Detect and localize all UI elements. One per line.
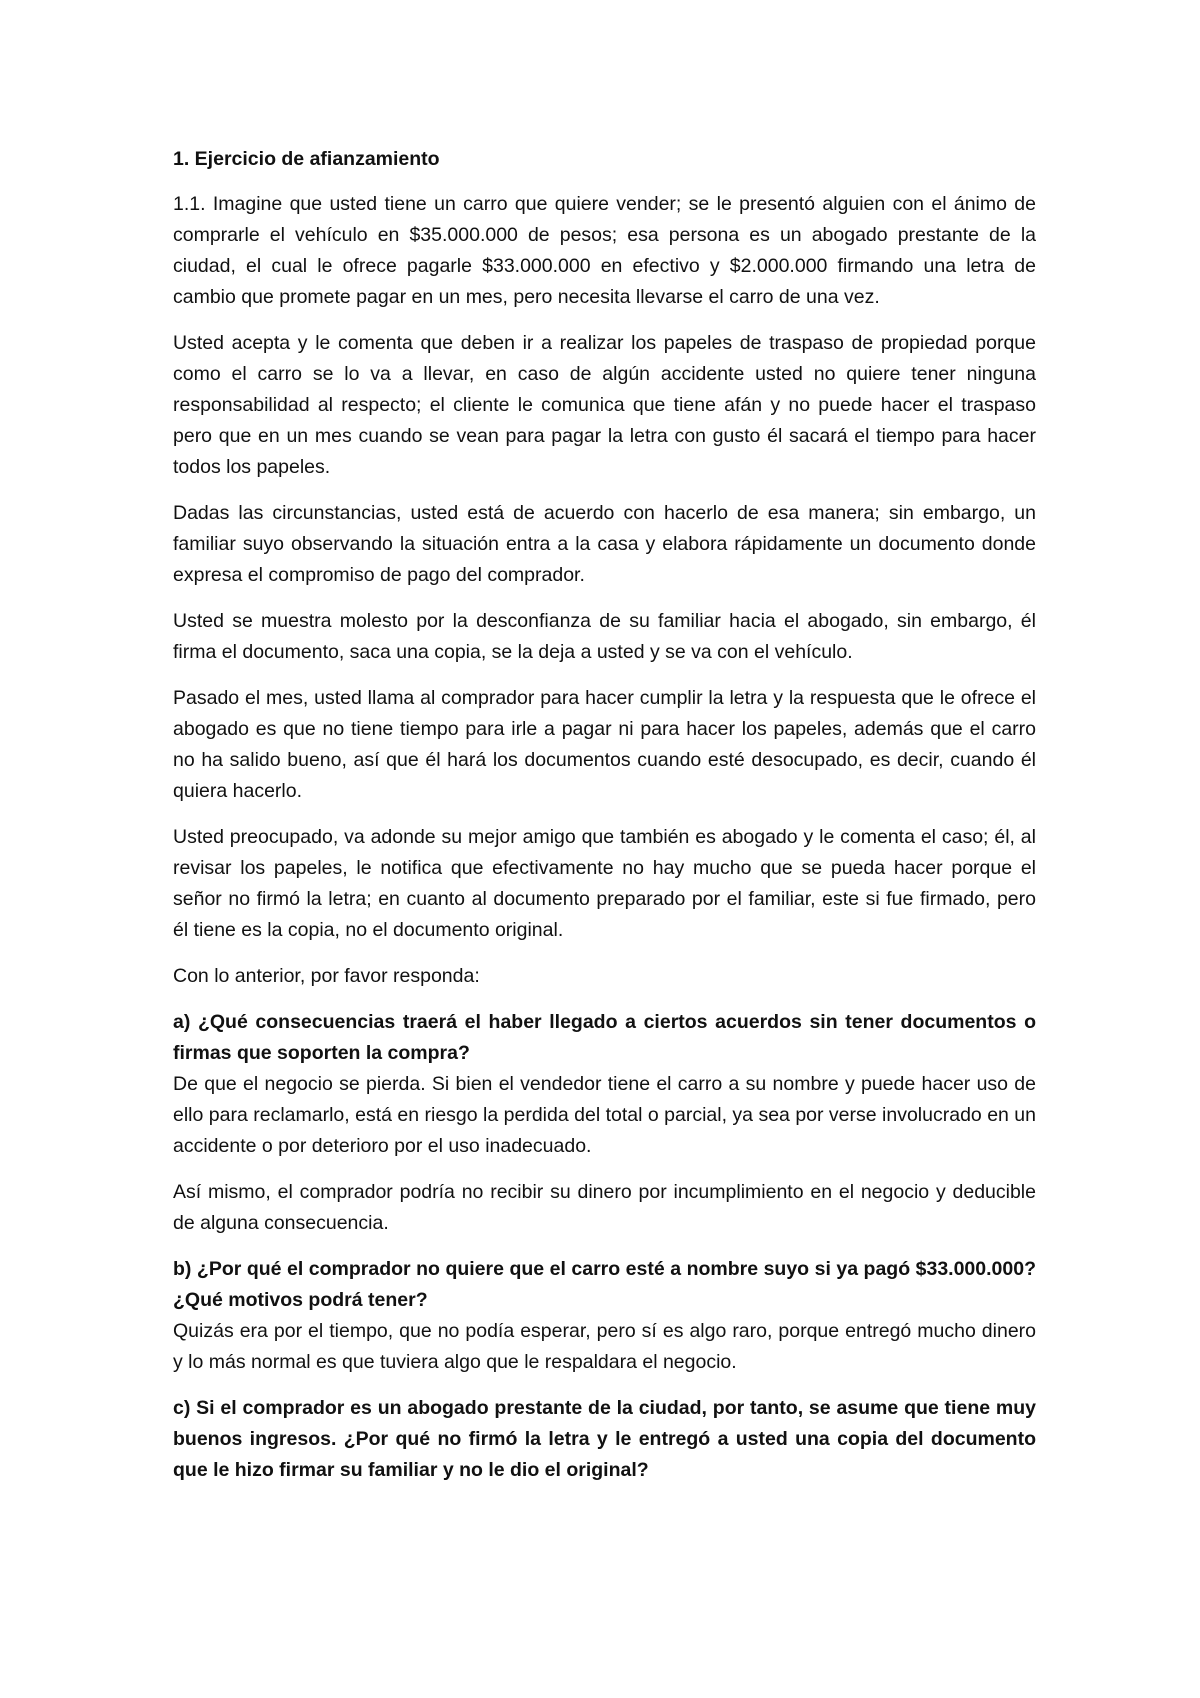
question-a: a) ¿Qué consecuencias traerá el haber llegado a ciertos acuerdos sin tener documentos o firmas que soporten la compra? [173,1011,1036,1064]
question-c: c) Si el comprador es un abogado prestante de la ciudad, por tanto, se asume que tiene muy buenos ingresos. ¿Por qué no firmó la letra y le entregó a usted una copia del documento que le hizo firmar su familiar y no le dio el original? [173,1397,1036,1481]
paragraph-prompt: Con lo anterior, por favor responda: [173,965,480,987]
paragraph-distrust: Usted se muestra molesto por la desconfianza de su familiar hacia el abogado, sin embargo, él firma el documento, saca una copia, se la deja a usted y se va con el vehículo. [173,610,1036,663]
answer-a-part2: Así mismo, el comprador podría no recibir su dinero por incumplimiento en el negocio y deducible de alguna consecuencia. [173,1181,1036,1234]
paragraph-transfer: Usted acepta y le comenta que deben ir a realizar los papeles de traspaso de propiedad porque como el carro se lo va a llevar, en caso de algún accidente usted no quiere tener ninguna responsabilidad al respecto; el cliente le comunica que tiene afán y no puede hacer el traspaso pero que en un mes cuando se vean para pagar la letra con gusto él sacará el tiempo para hacer todos los papeles. [173,332,1036,478]
question-a-block [173,1007,1036,1162]
paragraph-exercise-intro: 1.1. Imagine que usted tiene un carro que quiere vender; se le presentó alguien con el ánimo de comprarle el vehículo en $35.000.000 de pesos; esa persona es un abogado prestante de la ciudad, el cual le ofrece pagarle $33.000.000 en efectivo y $2.000.000 firmando una letra de cambio que promete pagar en un mes, pero necesita llevarse el carro de una vez. [173,193,1036,308]
paragraph-lawyer-friend: Usted preocupado, va adonde su mejor amigo que también es abogado y le comenta el caso; él, al revisar los papeles, le notifica que efectivamente no hay mucho que se pueda hacer porque el señor no firmó la letra; en cuanto al documento preparado por el familiar, este si fue firmado, pero él tiene es la copia, no el documento original. [173,826,1036,941]
answer-a-part1: De que el negocio se pierda. Si bien el vendedor tiene el carro a su nombre y puede hacer uso de ello para reclamarlo, está en riesgo la perdida del total o parcial, ya sea por verse involucrado en un accidente o por deterioro por el uso inadecuado. [173,1073,1036,1157]
document-page [173,144,1036,1501]
question-b: b) ¿Por qué el comprador no quiere que el carro esté a nombre suyo si ya pagó $33.000.000? ¿Qué motivos podrá tener? [173,1258,1036,1311]
answer-b: Quizás era por el tiempo, que no podía esperar, pero sí es algo raro, porque entregó mucho dinero y lo más normal es que tuviera algo que le respaldara el negocio. [173,1320,1036,1373]
document-heading: 1. Ejercicio de afianzamiento [173,148,440,170]
question-b-block [173,1254,1036,1378]
question-c-block [173,1393,1036,1486]
paragraph-month-later: Pasado el mes, usted llama al comprador para hacer cumplir la letra y la respuesta que le ofrece el abogado es que no tiene tiempo para irle a pagar ni para hacer los papeles, además que el carro no ha salido bueno, así que él hará los documentos cuando esté desocupado, es decir, cuando él quiera hacerlo. [173,687,1036,802]
paragraph-circumstances: Dadas las circunstancias, usted está de acuerdo con hacerlo de esa manera; sin embargo, un familiar suyo observando la situación entra a la casa y elabora rápidamente un documento donde expresa el compromiso de pago del comprador. [173,502,1036,586]
